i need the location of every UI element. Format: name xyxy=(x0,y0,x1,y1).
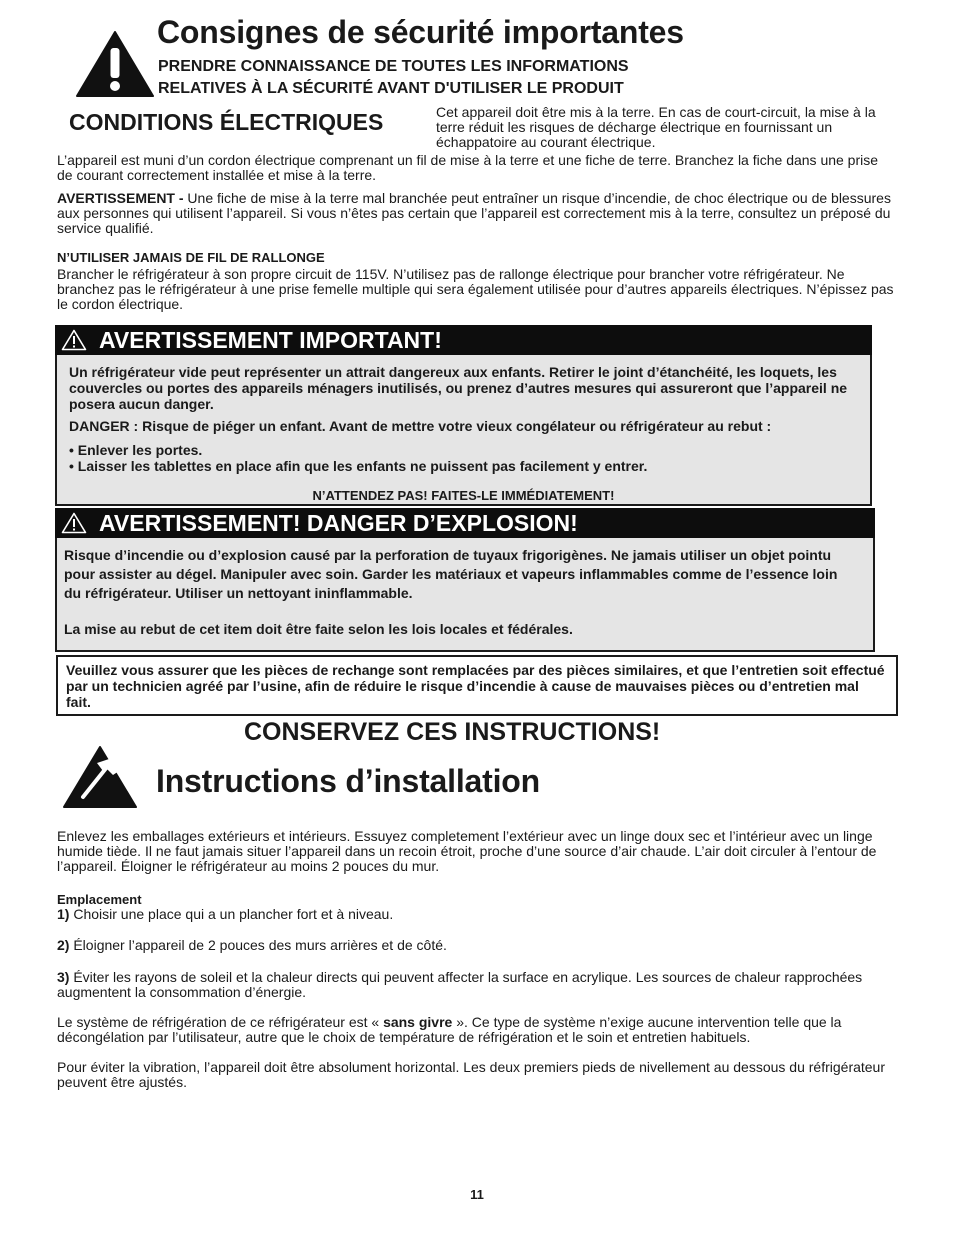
important-warning-titlebar xyxy=(55,325,872,355)
step-1-number: 1) xyxy=(57,906,70,922)
danger-text: DANGER : Risque de piéger un enfant. Avant de mettre votre vieux congélateur ou réfrigérateur au rebut : xyxy=(69,418,772,434)
step-3 xyxy=(57,970,897,1000)
hammer-triangle-icon xyxy=(63,745,137,809)
important-warning-footer: N’ATTENDEZ PAS! FAITES-LE IMMÉDIATEMENT! xyxy=(312,488,615,503)
step-3-number: 3) xyxy=(57,969,70,985)
extension-text: Brancher le réfrigérateur à son propre circuit de 115V. N’utilisez pas de rallonge électrique pour brancher votre réfrigérateur. Ne branchez pas le réfrigérateur à une prise femelle multiple qui sera également utilisée pour d’autres appareils électriques. N’épissez pas le cordon électrique. xyxy=(57,266,894,312)
keep-instructions-heading: CONSERVEZ CES INSTRUCTIONS! xyxy=(244,718,661,746)
installation-title: Instructions d’installation xyxy=(156,763,540,799)
bullet-remove-doors: • Enlever les portes. xyxy=(69,442,203,458)
step-1-text: Choisir une place qui a un plancher fort et à niveau. xyxy=(69,906,394,922)
step-3-text: Éviter les rayons de soleil et la chaleur directs qui peuvent affecter la surface en acrylique. Les sources de chaleur rapprochées augmentent la consommation d’énergie. xyxy=(57,969,863,1000)
installation-intro: Enlevez les emballages extérieurs et intérieurs. Essuyez completement l’extérieur avec un linge doux sec et l’intérieur avec un linge humide tiède. Il ne faut jamais situer l’appareil dans un recoin étroit, proche d’une source d’air chaude. L’air doit circuler à l’entour de l’appareil. Éloigner le réfrigérateur au moins 2 pouces du mur. xyxy=(57,828,877,874)
safety-subtitle-line1: PRENDRE CONNAISSANCE DE TOUTES LES INFORMATIONS xyxy=(158,58,629,75)
warning-triangle-icon xyxy=(61,329,87,351)
electrical-heading: CONDITIONS ÉLECTRIQUES xyxy=(69,109,384,135)
replacement-notice-text: Veuillez vous assurer que les pièces de rechange sont remplacées par des pièces similaires, et que l’entretien soit effectué par un technicien agréé par l’usine, afin de réduire le risque d’incendie à cause de mauvaises pièces ou d’entretien mal fait. xyxy=(66,662,885,710)
explosion-warning-box xyxy=(55,508,875,652)
electrical-warning xyxy=(57,191,897,236)
frost-free-text xyxy=(57,1015,902,1045)
frost-post: ». Ce type de système n’exige aucune intervention telle que la décongélation par l’utilisateur, autre que le choix de température de réfrigération et le soin et entretien habituels. xyxy=(57,1014,842,1045)
explosion-warning-para: Risque d’incendie ou d’explosion causé par la perforation de tuyaux frigorigènes. Ne jamais utiliser un objet pointu pour assister au dégel. Manipuler avec soin. Garder les matériaux et vapeurs inflammables comme de l’essence loin du réfrigérateur. Utiliser un nettoyant ininflammable. xyxy=(64,547,838,601)
important-warning-box xyxy=(55,325,872,506)
extension-heading: N’UTILISER JAMAIS DE FIL DE RALLONGE xyxy=(57,250,325,265)
important-warning-para: Un réfrigérateur vide peut représenter un attrait dangereux aux enfants. Retirer le joint d’étanchéité, les loquets, les couvercles ou portes des appareils ménagers inutilisés, ou prenez d’autres mesures qui assureront que l’appareil ne posera aucun danger. xyxy=(69,364,848,412)
safety-subtitle-line2: RELATIVES À LA SÉCURITÉ AVANT D'UTILISER LE PRODUIT xyxy=(158,80,624,97)
safety-title: Consignes de sécurité importantes xyxy=(157,14,684,50)
warning-text: Une fiche de mise à la terre mal branchée peut entraîner un risque d’incendie, de choc électrique ou de blessures aux personnes qui utilisent l’appareil. Si vous n’êtes pas certain que l’appareil est correctement mis à la terre, consultez un préposé du service qualifié. xyxy=(57,190,891,236)
electrical-intro: Cet appareil doit être mis à la terre. En cas de court-circuit, la mise à la terre réduit les risques de décharge électrique en fournissant un échappatoire au courant électrique. xyxy=(436,104,876,150)
step-2 xyxy=(57,938,447,953)
electrical-cord-text: L’appareil est muni d’un cordon électrique comprenant un fil de mise à la terre et une fiche de terre. Branchez la fiche dans une prise de courant correctement installée et mise à la terre. xyxy=(57,152,879,183)
page-number: 11 xyxy=(470,1187,484,1202)
important-warning-title: AVERTISSEMENT IMPORTANT! xyxy=(99,327,442,353)
step-1 xyxy=(57,907,393,922)
warning-label: AVERTISSEMENT - xyxy=(57,190,184,206)
step-2-number: 2) xyxy=(57,937,70,953)
frost-pre: Le système de réfrigération de ce réfrigérateur est « xyxy=(57,1014,384,1030)
warning-triangle-icon xyxy=(76,30,154,98)
location-heading: Emplacement xyxy=(57,892,142,907)
bullet-leave-shelves: • Laisser les tablettes en place afin que les enfants ne puissent pas facilement y entrer. xyxy=(69,458,648,474)
leveling-text: Pour éviter la vibration, l’appareil doit être absolument horizontal. Les deux premiers pieds de nivellement au dessous du réfrigérateur peuvent être ajustés. xyxy=(57,1059,886,1090)
step-2-text: Éloigner l’appareil de 2 pouces des murs arrières et de côté. xyxy=(69,937,447,953)
warning-triangle-icon xyxy=(61,512,87,534)
frost-bold: sans givre xyxy=(383,1014,453,1030)
replacement-notice-box xyxy=(56,655,898,716)
explosion-warning-title: AVERTISSEMENT! DANGER D’EXPLOSION! xyxy=(99,510,578,536)
disposal-text: La mise au rebut de cet item doit être faite selon les lois locales et fédérales. xyxy=(64,621,573,637)
explosion-warning-titlebar xyxy=(55,508,875,538)
